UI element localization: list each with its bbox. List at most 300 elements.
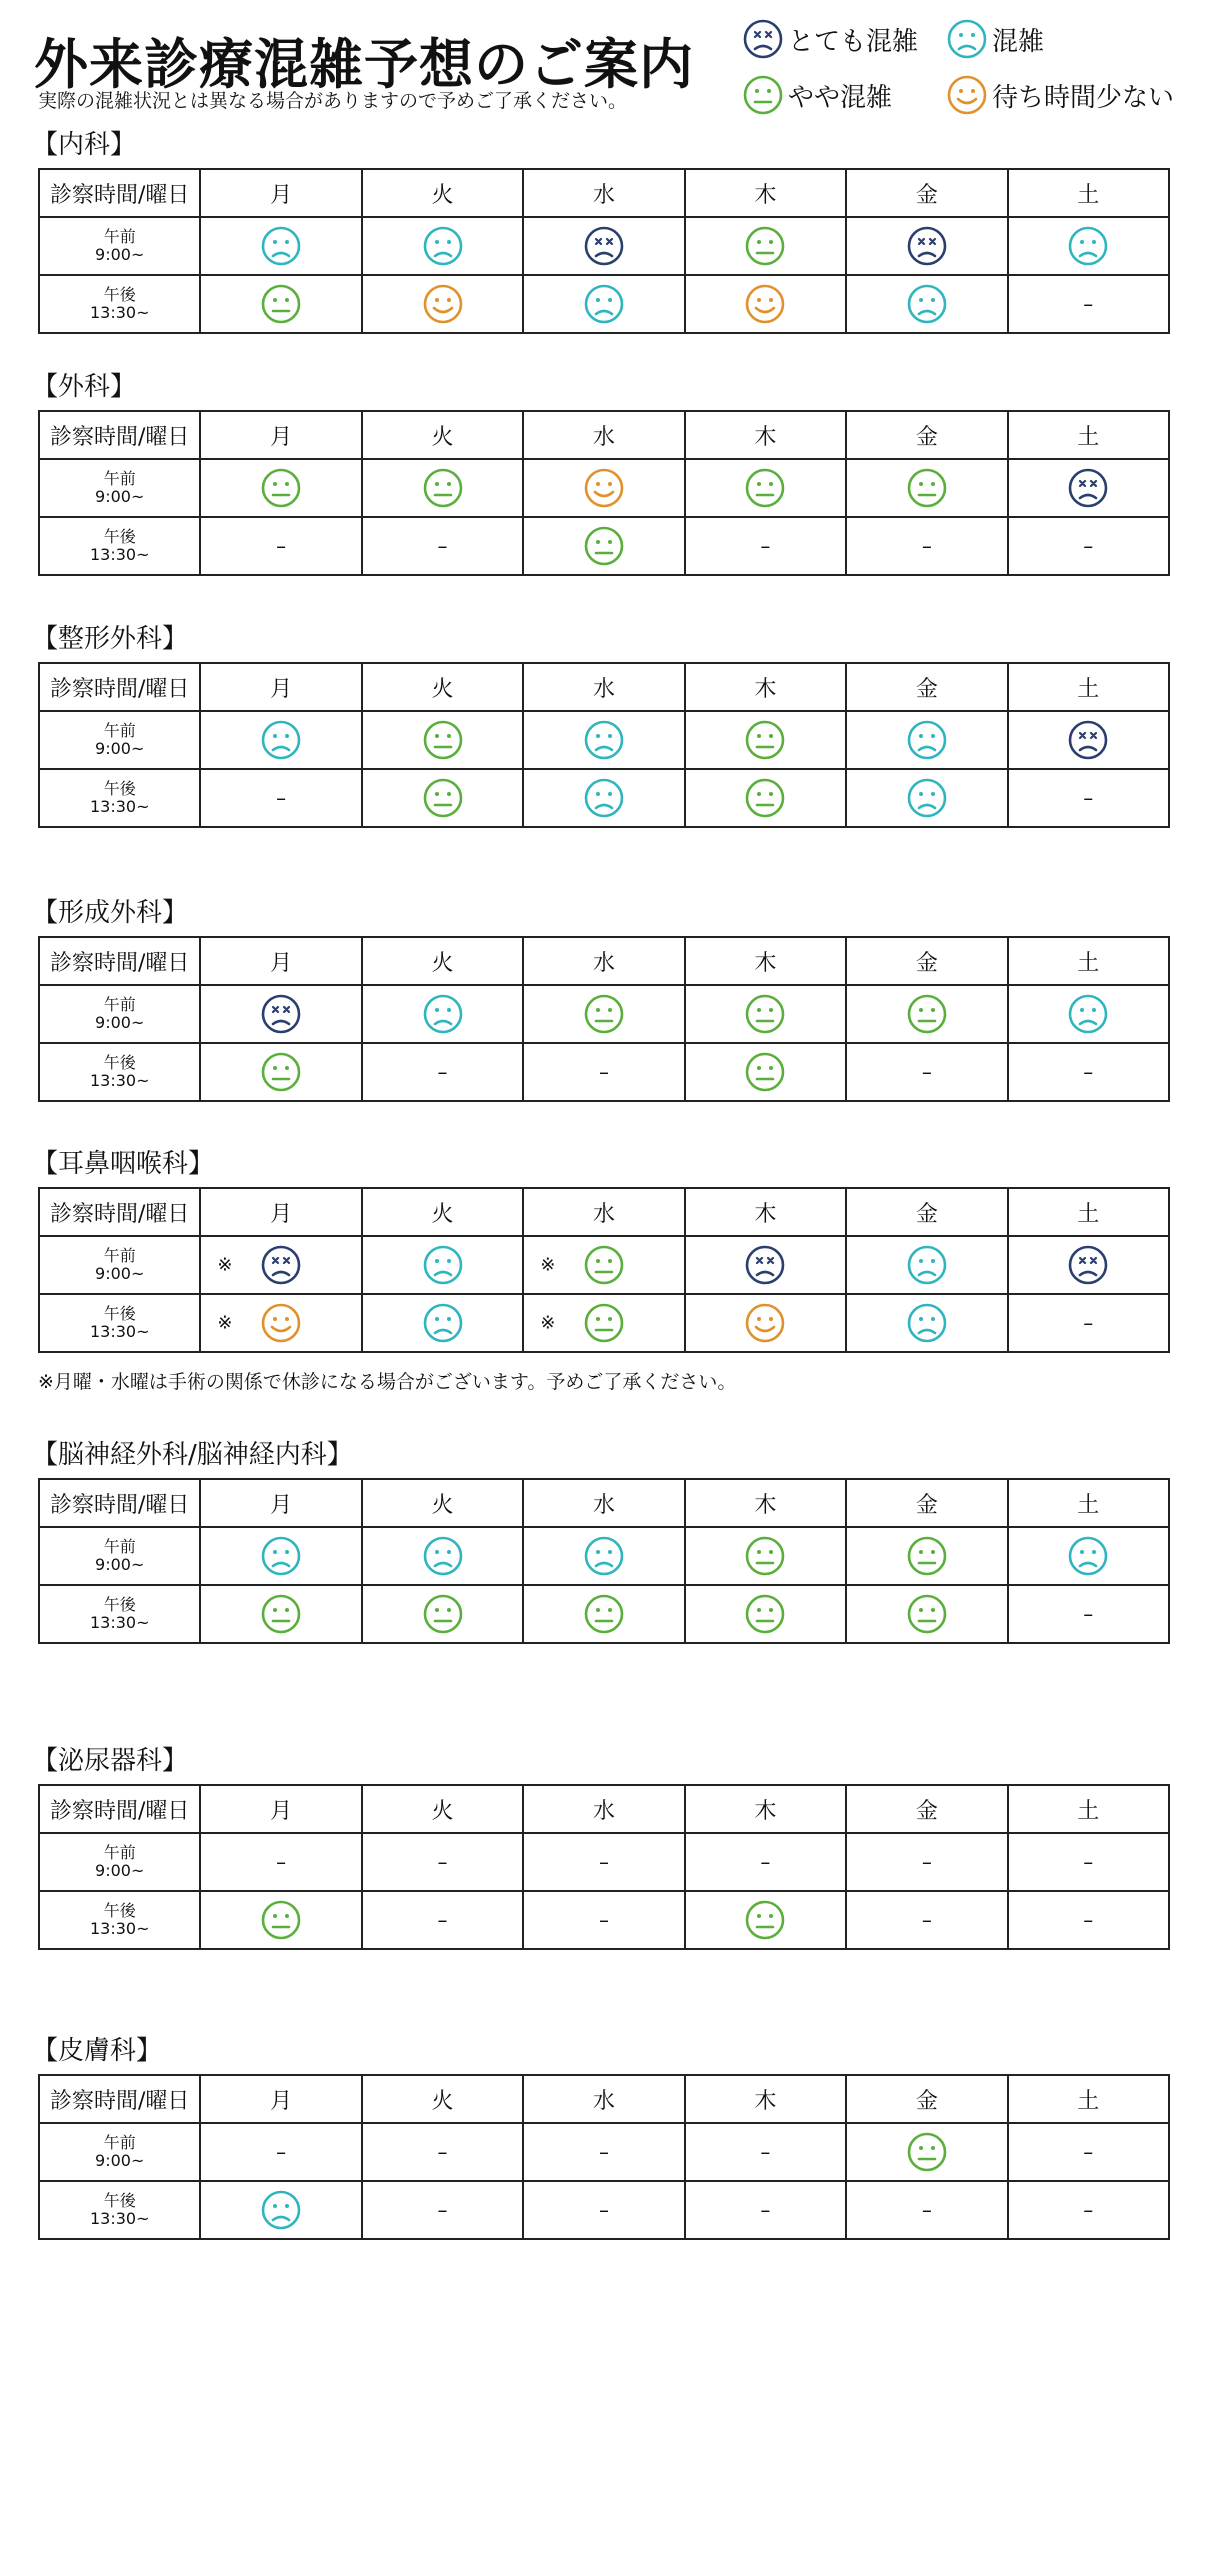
- schedule-cell: [846, 275, 1007, 333]
- slightly-crowded-face-icon: [260, 478, 302, 497]
- header-day: 月: [200, 1785, 361, 1833]
- session-time: [39, 1833, 200, 1891]
- no-session-dash: –: [437, 1850, 448, 1874]
- no-session-dash: –: [1083, 2140, 1094, 2164]
- slightly-crowded-face-icon: [906, 1604, 948, 1623]
- header-day: 金: [846, 411, 1007, 459]
- very-crowded-face-icon: [1067, 1255, 1109, 1274]
- header-day: 火: [362, 2075, 523, 2123]
- schedule-cell: [846, 1891, 1007, 1949]
- schedule-cell: [685, 459, 846, 517]
- schedule-cell: [846, 2123, 1007, 2181]
- session-start: 13:30~: [89, 1322, 150, 1341]
- header-day: 木: [685, 1785, 846, 1833]
- schedule-cell: [1008, 1891, 1169, 1949]
- department-title: 【内科】: [32, 130, 137, 160]
- schedule-cell: [362, 1043, 523, 1101]
- header-day: 金: [846, 1479, 1007, 1527]
- no-session-dash: –: [1083, 1060, 1094, 1084]
- no-session-dash: –: [598, 2198, 609, 2222]
- schedule-cell: [362, 1833, 523, 1891]
- session-time: [39, 985, 200, 1043]
- session-start: 13:30~: [89, 303, 150, 322]
- schedule-cell: [523, 1585, 684, 1643]
- legend-item-short-wait: [946, 74, 1174, 116]
- schedule-cell: [685, 1043, 846, 1101]
- header-corner: 診察時間/曜日: [39, 169, 200, 217]
- schedule-cell: [523, 1891, 684, 1949]
- note-mark: ※: [540, 1254, 556, 1276]
- crowded-face-icon: [1067, 1004, 1109, 1023]
- slightly-crowded-face-icon: [906, 1546, 948, 1565]
- no-session-dash: –: [437, 534, 448, 558]
- schedule-cell: [846, 711, 1007, 769]
- schedule-table: [38, 662, 1170, 828]
- schedule-cell: [362, 1236, 523, 1294]
- session-start: 13:30~: [89, 545, 150, 564]
- session-time: [39, 275, 200, 333]
- session-start: 9:00~: [95, 2151, 145, 2170]
- schedule-cell: [1008, 985, 1169, 1043]
- schedule-cell: [523, 1236, 684, 1294]
- slightly-crowded-face-icon: [906, 1004, 948, 1023]
- department-title: 【泌尿器科】: [32, 1746, 189, 1776]
- legend-item-slightly-crowded: [742, 74, 892, 116]
- header-day: 水: [523, 411, 684, 459]
- short-wait-face-icon: [422, 294, 464, 313]
- schedule-cell: [362, 2123, 523, 2181]
- crowded-face-icon: [260, 1546, 302, 1565]
- no-session-dash: –: [921, 1850, 932, 1874]
- schedule-cell: [846, 217, 1007, 275]
- slightly-crowded-face-icon: [260, 1910, 302, 1929]
- session-label: 午前: [103, 994, 136, 1014]
- header-day: 土: [1008, 2075, 1169, 2123]
- schedule-cell: [362, 1891, 523, 1949]
- no-session-dash: –: [1083, 786, 1094, 810]
- no-session-dash: –: [760, 1850, 771, 1874]
- header-day: 木: [685, 169, 846, 217]
- slightly-crowded-face-icon: [742, 74, 788, 116]
- crowded-face-icon: [260, 730, 302, 749]
- schedule-cell: [846, 985, 1007, 1043]
- session-label: 午後: [103, 1900, 136, 1920]
- slightly-crowded-face-icon: [260, 294, 302, 313]
- header-day: 火: [362, 411, 523, 459]
- crowded-face-icon: [1067, 1546, 1109, 1565]
- schedule-cell: [1008, 1585, 1169, 1643]
- schedule-table: [38, 410, 1170, 576]
- schedule-cell: [362, 985, 523, 1043]
- no-session-dash: –: [437, 2198, 448, 2222]
- schedule-cell: [200, 769, 361, 827]
- schedule-cell: [200, 459, 361, 517]
- schedule-cell: [846, 459, 1007, 517]
- schedule-cell: [1008, 1043, 1169, 1101]
- schedule-cell: [200, 985, 361, 1043]
- header-day: 月: [200, 937, 361, 985]
- no-session-dash: –: [598, 2140, 609, 2164]
- header-day: 月: [200, 1479, 361, 1527]
- schedule-table: [38, 1784, 1170, 1950]
- header-day: 土: [1008, 1479, 1169, 1527]
- crowded-face-icon: [906, 1313, 948, 1332]
- schedule-cell: [1008, 1294, 1169, 1352]
- header-day: 火: [362, 937, 523, 985]
- slightly-crowded-face-icon: [906, 2142, 948, 2161]
- header-day: 木: [685, 2075, 846, 2123]
- crowded-face-icon: [583, 1546, 625, 1565]
- crowded-face-icon: [906, 788, 948, 807]
- crowded-face-icon: [906, 294, 948, 313]
- schedule-cell: [1008, 517, 1169, 575]
- crowded-face-icon: [906, 1255, 948, 1274]
- session-start: 9:00~: [95, 1861, 145, 1880]
- schedule-cell: [685, 1833, 846, 1891]
- very-crowded-face-icon: [260, 1004, 302, 1023]
- schedule-cell: [685, 217, 846, 275]
- header-day: 火: [362, 663, 523, 711]
- session-start: 13:30~: [89, 1919, 150, 1938]
- header-day: 月: [200, 2075, 361, 2123]
- legend-label: とても混雑: [788, 26, 919, 57]
- schedule-cell: [362, 1527, 523, 1585]
- slightly-crowded-face-icon: [422, 788, 464, 807]
- short-wait-face-icon: [946, 74, 992, 116]
- crowded-face-icon: [422, 1546, 464, 1565]
- schedule-cell: [362, 2181, 523, 2239]
- slightly-crowded-face-icon: [583, 1313, 625, 1332]
- legend-item-very-crowded: [742, 18, 918, 60]
- schedule-cell: [1008, 769, 1169, 827]
- schedule-cell: [1008, 459, 1169, 517]
- header-day: 土: [1008, 1188, 1169, 1236]
- department-title: 【耳鼻咽喉科】: [32, 1149, 215, 1179]
- session-label: 午前: [103, 468, 136, 488]
- very-crowded-face-icon: [583, 236, 625, 255]
- schedule-cell: [523, 1294, 684, 1352]
- session-time: [39, 1043, 200, 1101]
- header-day: 水: [523, 1479, 684, 1527]
- no-session-dash: –: [921, 1908, 932, 1932]
- crowded-face-icon: [422, 1004, 464, 1023]
- schedule-cell: [1008, 217, 1169, 275]
- slightly-crowded-face-icon: [906, 478, 948, 497]
- slightly-crowded-face-icon: [744, 788, 786, 807]
- header-day: 火: [362, 1188, 523, 1236]
- department-title: 【脳神経外科/脳神経内科】: [32, 1440, 353, 1470]
- header-day: 水: [523, 1785, 684, 1833]
- schedule-cell: [523, 517, 684, 575]
- session-label: 午前: [103, 1842, 136, 1862]
- header-day: 水: [523, 2075, 684, 2123]
- legend-label: 混雑: [992, 26, 1045, 57]
- header-corner: 診察時間/曜日: [39, 1188, 200, 1236]
- header-day: 月: [200, 169, 361, 217]
- schedule-cell: [523, 711, 684, 769]
- session-time: [39, 517, 200, 575]
- header-day: 火: [362, 1785, 523, 1833]
- schedule-cell: [1008, 2123, 1169, 2181]
- schedule-cell: [685, 711, 846, 769]
- session-time: [39, 1527, 200, 1585]
- header-day: 金: [846, 1785, 1007, 1833]
- session-label: 午前: [103, 2132, 136, 2152]
- session-start: 13:30~: [89, 1071, 150, 1090]
- session-start: 9:00~: [95, 1013, 145, 1032]
- schedule-cell: [362, 711, 523, 769]
- no-session-dash: –: [1083, 1850, 1094, 1874]
- very-crowded-face-icon: [906, 236, 948, 255]
- schedule-cell: [523, 2123, 684, 2181]
- no-session-dash: –: [276, 786, 287, 810]
- session-time: [39, 711, 200, 769]
- schedule-cell: [685, 2123, 846, 2181]
- schedule-cell: [362, 217, 523, 275]
- header-corner: 診察時間/曜日: [39, 1479, 200, 1527]
- slightly-crowded-face-icon: [422, 1604, 464, 1623]
- session-time: [39, 2123, 200, 2181]
- slightly-crowded-face-icon: [422, 478, 464, 497]
- header-day: 水: [523, 169, 684, 217]
- no-session-dash: –: [1083, 292, 1094, 316]
- schedule-cell: [1008, 2181, 1169, 2239]
- short-wait-face-icon: [260, 1313, 302, 1332]
- header-day: 金: [846, 937, 1007, 985]
- header-day: 火: [362, 1479, 523, 1527]
- schedule-table: [38, 168, 1170, 334]
- session-label: 午後: [103, 284, 136, 304]
- legend-label: 待ち時間少ない: [992, 82, 1175, 113]
- schedule-cell: [685, 517, 846, 575]
- schedule-cell: [685, 1891, 846, 1949]
- crowded-face-icon: [422, 1255, 464, 1274]
- very-crowded-face-icon: [744, 1255, 786, 1274]
- header-day: 金: [846, 1188, 1007, 1236]
- no-session-dash: –: [598, 1060, 609, 1084]
- schedule-cell: [846, 769, 1007, 827]
- header-day: 水: [523, 663, 684, 711]
- schedule-cell: [1008, 1236, 1169, 1294]
- schedule-cell: [200, 217, 361, 275]
- no-session-dash: –: [1083, 1908, 1094, 1932]
- session-time: [39, 217, 200, 275]
- schedule-cell: [685, 275, 846, 333]
- session-start: 9:00~: [95, 1264, 145, 1283]
- session-label: 午前: [103, 1536, 136, 1556]
- schedule-cell: [200, 1236, 361, 1294]
- header-day: 土: [1008, 169, 1169, 217]
- schedule-cell: [1008, 711, 1169, 769]
- very-crowded-face-icon: [742, 18, 788, 60]
- schedule-cell: [200, 517, 361, 575]
- slightly-crowded-face-icon: [744, 1910, 786, 1929]
- slightly-crowded-face-icon: [260, 1062, 302, 1081]
- schedule-cell: [685, 1527, 846, 1585]
- no-session-dash: –: [437, 1060, 448, 1084]
- schedule-cell: [523, 275, 684, 333]
- schedule-cell: [362, 275, 523, 333]
- schedule-cell: [1008, 1833, 1169, 1891]
- schedule-cell: [362, 1294, 523, 1352]
- no-session-dash: –: [276, 2140, 287, 2164]
- session-start: 9:00~: [95, 739, 145, 758]
- schedule-cell: [685, 1294, 846, 1352]
- header-corner: 診察時間/曜日: [39, 411, 200, 459]
- no-session-dash: –: [760, 2140, 771, 2164]
- department-title: 【皮膚科】: [32, 2036, 163, 2066]
- session-label: 午後: [103, 1052, 136, 1072]
- crowded-face-icon: [906, 730, 948, 749]
- schedule-cell: [523, 459, 684, 517]
- schedule-cell: [846, 1833, 1007, 1891]
- no-session-dash: –: [276, 1850, 287, 1874]
- session-time: [39, 1236, 200, 1294]
- session-label: 午前: [103, 1245, 136, 1265]
- short-wait-face-icon: [744, 1313, 786, 1332]
- header-day: 土: [1008, 411, 1169, 459]
- slightly-crowded-face-icon: [583, 536, 625, 555]
- department-note: ※月曜・水曜は手術の関係で休診になる場合がございます。予めご了承ください。: [38, 1371, 737, 1393]
- header-day: 木: [685, 1479, 846, 1527]
- session-time: [39, 1294, 200, 1352]
- header-day: 金: [846, 169, 1007, 217]
- schedule-cell: [200, 2181, 361, 2239]
- slightly-crowded-face-icon: [583, 1004, 625, 1023]
- session-label: 午後: [103, 778, 136, 798]
- session-label: 午後: [103, 1303, 136, 1323]
- note-mark: ※: [217, 1254, 233, 1276]
- session-time: [39, 1891, 200, 1949]
- schedule-table: [38, 2074, 1170, 2240]
- schedule-table: [38, 1187, 1170, 1353]
- schedule-cell: [1008, 1527, 1169, 1585]
- schedule-cell: [200, 2123, 361, 2181]
- session-start: 9:00~: [95, 245, 145, 264]
- very-crowded-face-icon: [260, 1255, 302, 1274]
- no-session-dash: –: [921, 534, 932, 558]
- no-session-dash: –: [921, 1060, 932, 1084]
- schedule-cell: [846, 1294, 1007, 1352]
- schedule-cell: [362, 769, 523, 827]
- legend-item-crowded: [946, 18, 1044, 60]
- schedule-cell: [200, 1833, 361, 1891]
- no-session-dash: –: [1083, 534, 1094, 558]
- short-wait-face-icon: [744, 294, 786, 313]
- slightly-crowded-face-icon: [583, 1604, 625, 1623]
- legend-label: やや混雑: [788, 82, 893, 113]
- crowded-face-icon: [583, 788, 625, 807]
- crowded-face-icon: [583, 730, 625, 749]
- schedule-cell: [685, 985, 846, 1043]
- crowded-face-icon: [946, 18, 992, 60]
- no-session-dash: –: [1083, 2198, 1094, 2222]
- very-crowded-face-icon: [1067, 478, 1109, 497]
- session-time: [39, 2181, 200, 2239]
- schedule-cell: [846, 1585, 1007, 1643]
- header-corner: 診察時間/曜日: [39, 2075, 200, 2123]
- crowded-face-icon: [422, 1313, 464, 1332]
- slightly-crowded-face-icon: [744, 1062, 786, 1081]
- header-corner: 診察時間/曜日: [39, 1785, 200, 1833]
- session-time: [39, 459, 200, 517]
- slightly-crowded-face-icon: [260, 1604, 302, 1623]
- schedule-cell: [685, 1585, 846, 1643]
- department-title: 【形成外科】: [32, 898, 189, 928]
- crowded-face-icon: [422, 236, 464, 255]
- header-day: 月: [200, 1188, 361, 1236]
- schedule-cell: [846, 2181, 1007, 2239]
- no-session-dash: –: [437, 1908, 448, 1932]
- schedule-cell: [200, 275, 361, 333]
- header-day: 金: [846, 2075, 1007, 2123]
- schedule-cell: [846, 1527, 1007, 1585]
- session-start: 13:30~: [89, 2209, 150, 2228]
- session-start: 13:30~: [89, 1613, 150, 1632]
- no-session-dash: –: [437, 2140, 448, 2164]
- schedule-cell: [362, 1585, 523, 1643]
- slightly-crowded-face-icon: [422, 730, 464, 749]
- header-day: 月: [200, 411, 361, 459]
- page-subtitle: 実際の混雑状況とは異なる場合がありますので予めご了承ください。: [38, 90, 628, 112]
- session-label: 午後: [103, 1594, 136, 1614]
- note-mark: ※: [217, 1312, 233, 1334]
- schedule-cell: [523, 1527, 684, 1585]
- header-day: 土: [1008, 937, 1169, 985]
- session-label: 午後: [103, 526, 136, 546]
- session-start: 9:00~: [95, 487, 145, 506]
- schedule-cell: [1008, 275, 1169, 333]
- schedule-cell: [523, 2181, 684, 2239]
- schedule-cell: [200, 1891, 361, 1949]
- header-day: 水: [523, 1188, 684, 1236]
- slightly-crowded-face-icon: [744, 730, 786, 749]
- header-corner: 診察時間/曜日: [39, 937, 200, 985]
- header-day: 木: [685, 663, 846, 711]
- department-title: 【外科】: [32, 372, 137, 402]
- crowded-face-icon: [583, 294, 625, 313]
- session-label: 午後: [103, 2190, 136, 2210]
- session-time: [39, 769, 200, 827]
- header-day: 土: [1008, 1785, 1169, 1833]
- schedule-cell: [523, 1043, 684, 1101]
- schedule-cell: [200, 1043, 361, 1101]
- no-session-dash: –: [760, 2198, 771, 2222]
- schedule-cell: [523, 217, 684, 275]
- schedule-cell: [846, 1236, 1007, 1294]
- slightly-crowded-face-icon: [744, 1004, 786, 1023]
- schedule-cell: [200, 1585, 361, 1643]
- header-day: 月: [200, 663, 361, 711]
- session-label: 午前: [103, 720, 136, 740]
- header-day: 木: [685, 937, 846, 985]
- short-wait-face-icon: [583, 478, 625, 497]
- slightly-crowded-face-icon: [744, 1604, 786, 1623]
- crowded-face-icon: [260, 2200, 302, 2219]
- crowded-face-icon: [1067, 236, 1109, 255]
- schedule-cell: [523, 985, 684, 1043]
- schedule-cell: [685, 769, 846, 827]
- schedule-cell: [200, 1294, 361, 1352]
- schedule-cell: [685, 2181, 846, 2239]
- session-start: 9:00~: [95, 1555, 145, 1574]
- session-label: 午前: [103, 226, 136, 246]
- schedule-cell: [362, 459, 523, 517]
- slightly-crowded-face-icon: [744, 236, 786, 255]
- header-day: 火: [362, 169, 523, 217]
- note-mark: ※: [540, 1312, 556, 1334]
- session-time: [39, 1585, 200, 1643]
